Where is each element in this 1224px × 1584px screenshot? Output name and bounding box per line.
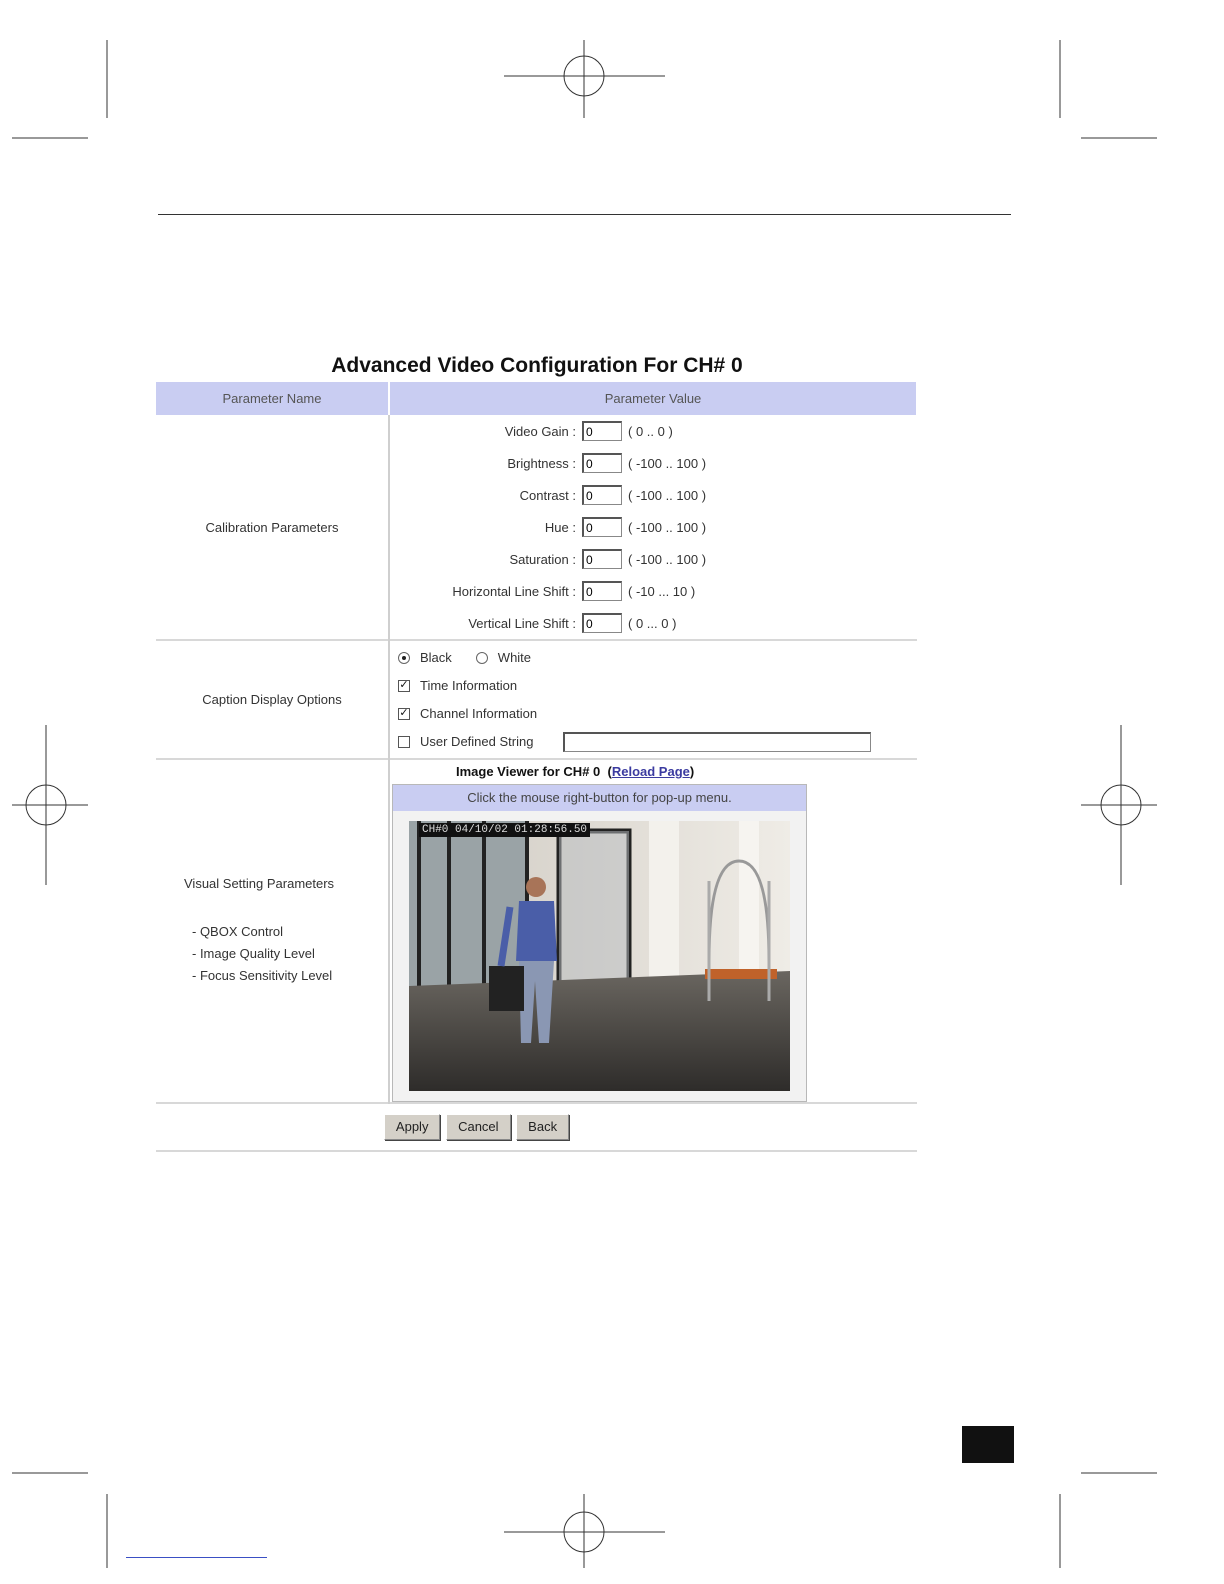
caption-values <box>389 640 917 759</box>
video-timestamp: CH#0 04/10/02 01:28:56.50 <box>419 823 590 837</box>
hue-input[interactable] <box>582 517 622 537</box>
camera-video-feed[interactable] <box>409 821 790 1091</box>
param-vertical-line-shift <box>390 607 917 639</box>
user-defined-string-checkbox[interactable] <box>398 736 410 748</box>
cancel-button[interactable]: Cancel <box>446 1114 510 1140</box>
config-table <box>156 382 918 1152</box>
channel-information-option <box>390 700 917 728</box>
param-label: Video Gain : <box>504 423 576 439</box>
param-range: ( -100 .. 100 ) <box>628 487 707 503</box>
header-parameter-name: Parameter Name <box>156 382 389 415</box>
action-bar <box>156 1103 917 1151</box>
channel-information-checkbox[interactable]: ✓ <box>399 706 409 719</box>
calibration-values <box>389 415 917 640</box>
time-information-checkbox[interactable]: ✓ <box>399 678 409 691</box>
param-video-gain <box>390 415 917 447</box>
footer-link-line <box>126 1557 267 1558</box>
caption-label: Caption Display Options <box>156 640 389 759</box>
visual-item-qbox: - QBOX Control <box>192 923 284 939</box>
image-viewer[interactable] <box>392 784 807 1102</box>
white-radio[interactable] <box>476 652 488 664</box>
param-label: Saturation : <box>509 551 576 567</box>
param-horizontal-line-shift <box>390 575 917 607</box>
time-information-label: Time Information <box>420 678 518 693</box>
param-label: Hue : <box>544 519 576 535</box>
visual-item-quality: - Image Quality Level <box>192 945 315 961</box>
contrast-input[interactable] <box>582 485 622 505</box>
param-saturation <box>390 543 917 575</box>
vertical-line-shift-input[interactable] <box>582 613 622 633</box>
param-range: ( -10 ... 10 ) <box>628 583 696 599</box>
image-viewer-cell <box>389 759 917 1103</box>
time-information-option <box>390 672 917 700</box>
apply-button[interactable]: Apply <box>384 1114 441 1140</box>
white-radio-label: White <box>497 650 532 665</box>
visual-settings-text <box>156 876 388 987</box>
brightness-input[interactable] <box>582 453 622 473</box>
user-defined-string-input[interactable] <box>563 732 871 752</box>
header-rule <box>158 214 1011 215</box>
black-radio-label: Black <box>420 650 452 665</box>
channel-information-label: Channel Information <box>420 706 538 721</box>
image-viewer-title: Image Viewer for CH# 0 <box>456 764 601 779</box>
param-contrast <box>390 479 917 511</box>
user-defined-string-option <box>390 728 917 756</box>
param-brightness <box>390 447 917 479</box>
image-viewer-title-line <box>390 760 917 784</box>
param-label: Contrast : <box>519 487 576 503</box>
param-range: ( -100 .. 100 ) <box>628 455 707 471</box>
black-radio[interactable] <box>398 652 410 664</box>
param-label: Brightness : <box>507 455 576 471</box>
back-button[interactable]: Back <box>516 1114 569 1140</box>
param-range: ( 0 .. 0 ) <box>628 423 673 439</box>
horizontal-line-shift-input[interactable] <box>582 581 622 601</box>
visual-item-focus: - Focus Sensitivity Level <box>192 967 333 983</box>
page-number-box <box>962 1426 1014 1463</box>
param-label: Horizontal Line Shift : <box>452 583 576 599</box>
user-defined-string-label: User Defined String <box>420 734 534 749</box>
page-title: Advanced Video Configuration For CH# 0 <box>331 354 743 377</box>
visual-settings-cell <box>156 759 389 1103</box>
reload-open-paren: ( <box>607 764 612 779</box>
action-buttons <box>156 1114 917 1140</box>
param-hue <box>390 511 917 543</box>
param-label: Vertical Line Shift : <box>468 615 576 631</box>
saturation-input[interactable] <box>582 549 622 569</box>
video-gain-input[interactable] <box>582 421 622 441</box>
header-parameter-value: Parameter Value <box>389 382 917 415</box>
reload-page-link[interactable]: Reload Page <box>611 764 690 779</box>
camera-frame-image <box>409 821 790 1091</box>
param-range: ( 0 ... 0 ) <box>628 615 677 631</box>
param-range: ( -100 .. 100 ) <box>628 551 707 567</box>
calibration-label: Calibration Parameters <box>156 415 389 640</box>
visual-settings-label: Visual Setting Parameters <box>184 875 335 891</box>
param-range: ( -100 .. 100 ) <box>628 519 707 535</box>
reload-close-paren: ) <box>689 764 695 779</box>
viewer-hint: Click the mouse right-button for pop-up menu. <box>393 785 806 811</box>
caption-color-options <box>390 644 917 672</box>
